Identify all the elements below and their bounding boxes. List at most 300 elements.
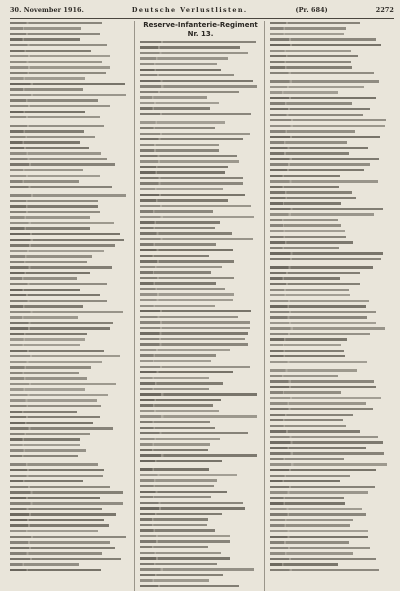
entry-text-placeholder <box>270 44 381 46</box>
entry-text-placeholder <box>270 180 378 182</box>
entry-text-placeholder <box>10 547 115 549</box>
entry-text-placeholder <box>270 241 353 243</box>
entry-text-placeholder <box>10 152 101 154</box>
entry-text-placeholder <box>10 27 81 29</box>
entry-text-placeholder <box>10 344 80 346</box>
entry-text-placeholder <box>270 338 347 340</box>
entry-text-placeholder <box>140 144 219 146</box>
entry-text-placeholder <box>10 311 123 313</box>
column-middle <box>140 21 265 591</box>
entry-text-placeholder <box>10 239 124 241</box>
entry-text-placeholder <box>270 136 380 138</box>
entry-text-placeholder <box>270 61 351 63</box>
list-entry <box>10 568 131 574</box>
entry-text-placeholder <box>140 199 228 201</box>
entry-text-placeholder <box>270 541 349 543</box>
entry-text-placeholder <box>270 369 357 371</box>
entry-text-placeholder <box>270 175 340 177</box>
entry-text-placeholder <box>270 508 362 510</box>
entry-text-placeholder <box>140 513 222 515</box>
entry-text-placeholder <box>270 33 344 35</box>
entry-text-placeholder <box>140 443 210 445</box>
entry-text-placeholder <box>140 404 213 406</box>
entry-text-placeholder <box>140 293 234 295</box>
entry-text-placeholder <box>140 277 234 279</box>
entry-text-placeholder <box>140 232 232 234</box>
entry-text-placeholder <box>10 394 108 396</box>
entry-text-placeholder <box>10 158 107 160</box>
entry-text-placeholder <box>270 305 366 307</box>
entry-text-placeholder <box>140 107 210 109</box>
entry-text-placeholder <box>140 221 220 223</box>
list-entry <box>270 396 391 402</box>
entry-text-placeholder <box>140 255 209 257</box>
entry-text-placeholder <box>140 271 211 273</box>
entry-text-placeholder <box>10 277 77 279</box>
entry-text-placeholder <box>270 469 376 471</box>
entry-text-placeholder <box>10 372 79 374</box>
entry-text-placeholder <box>140 421 210 423</box>
entry-text-placeholder <box>10 22 102 24</box>
entry-text-placeholder <box>270 158 379 160</box>
list-entry <box>270 468 391 474</box>
entry-text-placeholder <box>140 321 250 323</box>
entry-text-placeholder <box>140 524 207 526</box>
entry-text-placeholder <box>10 388 85 390</box>
entry-text-placeholder <box>140 468 209 470</box>
entry-text-placeholder <box>140 579 209 581</box>
entry-text-placeholder <box>140 485 214 487</box>
entry-text-placeholder <box>270 480 340 482</box>
entry-text-placeholder <box>140 568 254 570</box>
entry-text-placeholder <box>270 283 360 285</box>
entry-text-placeholder <box>10 519 104 521</box>
entry-text-placeholder <box>10 88 83 90</box>
entry-text-placeholder <box>10 497 100 499</box>
entry-text-placeholder <box>10 433 90 435</box>
entry-text-placeholder <box>270 169 364 171</box>
entry-text-placeholder <box>270 563 338 565</box>
entry-text-placeholder <box>140 188 223 190</box>
list-entry <box>270 257 391 263</box>
entry-text-placeholder <box>10 438 80 440</box>
entry-text-placeholder <box>270 55 358 57</box>
entry-text-placeholder <box>10 422 93 424</box>
entry-text-placeholder <box>140 563 217 565</box>
entry-text-placeholder <box>140 507 245 509</box>
entry-text-placeholder <box>270 519 353 521</box>
entry-text-placeholder <box>270 375 338 377</box>
entry-text-placeholder <box>140 574 223 576</box>
entry-text-placeholder <box>140 427 215 429</box>
entry-text-placeholder <box>140 80 253 82</box>
entry-text-placeholder <box>10 289 80 291</box>
list-entry <box>10 232 131 238</box>
entry-text-placeholder <box>10 116 100 118</box>
entry-text-placeholder <box>10 513 116 515</box>
list-entry <box>10 557 131 563</box>
entry-text-placeholder <box>10 216 90 218</box>
entry-text-placeholder <box>10 480 83 482</box>
entry-text-placeholder <box>270 497 344 499</box>
entry-text-placeholder <box>140 327 250 329</box>
entry-text-placeholder <box>140 540 230 542</box>
entry-text-placeholder <box>270 558 376 560</box>
entry-text-placeholder <box>140 91 239 93</box>
entry-text-placeholder <box>140 382 223 384</box>
entry-text-placeholder <box>270 355 345 357</box>
entry-text-placeholder <box>140 377 209 379</box>
entry-text-placeholder <box>140 238 253 240</box>
list-entry <box>270 71 391 77</box>
entry-text-placeholder <box>270 80 379 82</box>
entry-text-placeholder <box>140 74 234 76</box>
entry-text-placeholder <box>140 552 221 554</box>
list-entry <box>140 237 261 243</box>
entry-text-placeholder <box>10 300 107 302</box>
column-middle-body <box>140 40 261 590</box>
entry-text-placeholder <box>140 393 257 395</box>
entry-text-placeholder <box>10 322 113 324</box>
entry-text-placeholder <box>270 552 353 554</box>
entry-text-placeholder <box>10 558 121 560</box>
entry-text-placeholder <box>140 63 217 65</box>
entry-text-placeholder <box>270 230 345 232</box>
entry-text-placeholder <box>270 202 341 204</box>
entry-text-placeholder <box>10 200 98 202</box>
list-entry <box>270 568 391 574</box>
entry-text-placeholder <box>140 182 243 184</box>
entry-text-placeholder <box>270 386 376 388</box>
entry-text-placeholder <box>10 508 102 510</box>
entry-text-placeholder <box>140 155 237 157</box>
entry-text-placeholder <box>10 333 87 335</box>
entry-text-placeholder <box>10 411 77 413</box>
entry-text-placeholder <box>10 272 90 274</box>
entry-text-placeholder <box>10 486 110 488</box>
entry-text-placeholder <box>270 486 375 488</box>
list-entry <box>140 584 261 590</box>
entry-text-placeholder <box>270 289 349 291</box>
entry-text-placeholder <box>10 130 84 132</box>
regiment-heading: Reserve-Infanterie-Regiment Nr. 13. <box>143 21 258 38</box>
entry-text-placeholder <box>270 191 352 193</box>
entry-text-placeholder <box>140 166 228 168</box>
entry-text-placeholder <box>10 427 113 429</box>
list-entry <box>10 93 131 99</box>
list-entry <box>140 215 261 221</box>
entry-text-placeholder <box>270 141 347 143</box>
entry-text-placeholder <box>10 524 109 526</box>
entry-text-placeholder <box>270 397 381 399</box>
entry-text-placeholder <box>10 355 120 357</box>
entry-text-placeholder <box>10 475 103 477</box>
entry-text-placeholder <box>10 186 112 188</box>
entry-text-placeholder <box>140 316 238 318</box>
header-date: 30. November 1916. <box>10 6 84 14</box>
entry-text-placeholder <box>270 463 387 465</box>
entry-text-placeholder <box>10 244 115 246</box>
entry-text-placeholder <box>10 72 106 74</box>
entry-text-placeholder <box>270 391 341 393</box>
entry-text-placeholder <box>270 266 373 268</box>
list-entry <box>140 40 261 46</box>
entry-text-placeholder <box>140 205 251 207</box>
entry-text-placeholder <box>140 343 248 345</box>
entry-text-placeholder <box>270 213 374 215</box>
entry-text-placeholder <box>10 541 110 543</box>
entry-text-placeholder <box>140 243 216 245</box>
entry-text-placeholder <box>140 449 208 451</box>
entry-text-placeholder <box>270 294 350 296</box>
entry-text-placeholder <box>10 180 79 182</box>
entry-text-placeholder <box>140 133 250 135</box>
entry-text-placeholder <box>270 502 345 504</box>
entry-text-placeholder <box>10 261 87 263</box>
list-entry <box>270 321 391 327</box>
entry-text-placeholder <box>140 310 251 312</box>
list-entry <box>270 157 391 163</box>
entry-text-placeholder <box>140 371 233 373</box>
entry-text-placeholder <box>270 208 383 210</box>
entry-text-placeholder <box>10 552 102 554</box>
entry-text-placeholder <box>10 305 83 307</box>
list-entry <box>140 309 261 315</box>
entry-text-placeholder <box>10 350 104 352</box>
entry-text-placeholder <box>270 147 368 149</box>
entry-text-placeholder <box>270 524 350 526</box>
entry-text-placeholder <box>270 91 338 93</box>
entry-text-placeholder <box>140 585 239 587</box>
list-entry <box>10 382 131 388</box>
entry-text-placeholder <box>10 105 110 107</box>
list-entry <box>10 221 131 227</box>
list-entry <box>10 82 131 88</box>
entry-text-placeholder <box>270 22 360 24</box>
entry-text-placeholder <box>140 410 219 412</box>
entry-text-placeholder <box>10 416 100 418</box>
text-columns <box>10 21 394 591</box>
entry-text-placeholder <box>10 111 85 113</box>
list-entry <box>270 207 391 213</box>
entry-text-placeholder <box>10 338 85 340</box>
entry-text-placeholder <box>10 255 92 257</box>
entry-text-placeholder <box>140 535 230 537</box>
entry-text-placeholder <box>140 210 213 212</box>
list-entry <box>140 431 261 437</box>
entry-text-placeholder <box>270 38 376 40</box>
entry-text-placeholder <box>10 44 107 46</box>
entry-text-placeholder <box>10 94 126 96</box>
entry-text-placeholder <box>270 430 360 432</box>
entry-text-placeholder <box>270 425 346 427</box>
entry-text-placeholder <box>10 316 78 318</box>
entry-text-placeholder <box>140 557 230 559</box>
entry-text-placeholder <box>270 452 384 454</box>
entry-text-placeholder <box>10 136 95 138</box>
entry-text-placeholder <box>140 349 230 351</box>
entry-text-placeholder <box>140 366 250 368</box>
entry-text-placeholder <box>140 160 239 162</box>
entry-text-placeholder <box>140 491 227 493</box>
header-page-number: 2272 <box>375 6 394 14</box>
entry-text-placeholder <box>270 569 379 571</box>
entry-text-placeholder <box>10 444 80 446</box>
entry-text-placeholder <box>140 52 248 54</box>
entry-text-placeholder <box>140 149 219 151</box>
entry-text-placeholder <box>270 108 370 110</box>
entry-text-placeholder <box>10 283 107 285</box>
entry-text-placeholder <box>10 449 86 451</box>
entry-text-placeholder <box>270 333 370 335</box>
entry-text-placeholder <box>270 102 352 104</box>
entry-text-placeholder <box>140 138 243 140</box>
entry-text-placeholder <box>270 458 344 460</box>
entry-text-placeholder <box>140 338 245 340</box>
entry-text-placeholder <box>10 227 90 229</box>
entry-text-placeholder <box>140 479 217 481</box>
entry-text-placeholder <box>140 546 208 548</box>
entry-text-placeholder <box>270 72 374 74</box>
entry-text-placeholder <box>10 530 98 532</box>
entry-text-placeholder <box>270 277 340 279</box>
entry-text-placeholder <box>270 436 378 438</box>
entry-text-placeholder <box>10 147 89 149</box>
entry-text-placeholder <box>10 455 78 457</box>
entry-text-placeholder <box>270 380 374 382</box>
entry-text-placeholder <box>140 121 225 123</box>
list-entry <box>140 112 261 118</box>
entry-text-placeholder <box>270 322 376 324</box>
entry-text-placeholder <box>270 536 368 538</box>
entry-text-placeholder <box>10 377 87 379</box>
list-entry <box>270 96 391 102</box>
entry-text-placeholder <box>10 399 97 401</box>
entry-text-placeholder <box>10 266 112 268</box>
entry-text-placeholder <box>10 361 102 363</box>
entry-text-placeholder <box>10 99 98 101</box>
entry-text-placeholder <box>10 61 102 63</box>
entry-text-placeholder <box>140 113 251 115</box>
entry-text-placeholder <box>140 299 233 301</box>
entry-text-placeholder <box>270 125 385 127</box>
header-edition: (Pr. 684) <box>295 6 328 14</box>
list-entry <box>10 354 131 360</box>
entry-text-placeholder <box>270 114 363 116</box>
entry-text-placeholder <box>270 414 353 416</box>
entry-text-placeholder <box>140 354 216 356</box>
entry-text-placeholder <box>10 211 100 213</box>
entry-text-placeholder <box>270 491 368 493</box>
entry-text-placeholder <box>10 169 83 171</box>
entry-text-placeholder <box>270 316 367 318</box>
entry-text-placeholder <box>270 344 341 346</box>
entry-text-placeholder <box>270 86 364 88</box>
page-header <box>10 6 394 19</box>
entry-text-placeholder <box>140 96 207 98</box>
entry-text-placeholder <box>270 441 383 443</box>
list-entry <box>270 43 391 49</box>
entry-text-placeholder <box>140 249 233 251</box>
entry-text-placeholder <box>10 563 79 565</box>
entry-text-placeholder <box>270 547 370 549</box>
entry-text-placeholder <box>10 125 104 127</box>
entry-text-placeholder <box>270 530 368 532</box>
entry-text-placeholder <box>140 57 228 59</box>
entry-text-placeholder <box>10 383 116 385</box>
entry-text-placeholder <box>10 469 104 471</box>
entry-text-placeholder <box>270 224 341 226</box>
entry-text-placeholder <box>10 327 110 329</box>
column-left <box>10 21 135 591</box>
entry-text-placeholder <box>140 216 254 218</box>
entry-text-placeholder <box>140 102 219 104</box>
entry-text-placeholder <box>140 454 257 456</box>
entry-text-placeholder <box>140 69 221 71</box>
entry-text-placeholder <box>270 300 369 302</box>
entry-text-placeholder <box>270 152 349 154</box>
entry-text-placeholder <box>270 236 346 238</box>
entry-text-placeholder <box>270 130 355 132</box>
entry-text-placeholder <box>10 38 80 40</box>
list-entry <box>270 557 391 563</box>
entry-text-placeholder <box>140 332 248 334</box>
entry-text-placeholder <box>10 163 115 165</box>
entry-text-placeholder <box>10 194 126 196</box>
entry-text-placeholder <box>140 266 222 268</box>
entry-text-placeholder <box>10 50 91 52</box>
list-entry <box>140 51 261 57</box>
entry-text-placeholder <box>10 175 100 177</box>
entry-text-placeholder <box>10 205 98 207</box>
entry-text-placeholder <box>270 197 356 199</box>
entry-text-placeholder <box>140 438 220 440</box>
entry-text-placeholder <box>10 491 123 493</box>
entry-text-placeholder <box>270 186 339 188</box>
entry-text-placeholder <box>10 33 100 35</box>
entry-text-placeholder <box>270 408 373 410</box>
entry-text-placeholder <box>140 360 211 362</box>
entry-text-placeholder <box>270 50 351 52</box>
entry-text-placeholder <box>10 502 123 504</box>
entry-text-placeholder <box>140 474 237 476</box>
entry-text-placeholder <box>140 518 208 520</box>
entry-text-placeholder <box>140 415 257 417</box>
entry-text-placeholder <box>140 288 225 290</box>
entry-text-placeholder <box>140 260 234 262</box>
header-title: Deutsche Verlustlisten. <box>131 6 248 14</box>
entry-text-placeholder <box>10 66 110 68</box>
entry-text-placeholder <box>10 536 126 538</box>
entry-text-placeholder <box>270 219 338 221</box>
entry-text-placeholder <box>10 250 104 252</box>
entry-text-placeholder <box>140 529 215 531</box>
entry-text-placeholder <box>270 327 385 329</box>
entry-text-placeholder <box>140 227 215 229</box>
entry-text-placeholder <box>270 350 344 352</box>
entry-text-placeholder <box>10 141 80 143</box>
entry-text-placeholder <box>140 496 211 498</box>
entry-text-placeholder <box>270 402 366 404</box>
list-entry <box>270 385 391 391</box>
entry-text-placeholder <box>270 27 346 29</box>
entry-text-placeholder <box>10 405 101 407</box>
entry-text-placeholder <box>270 447 366 449</box>
entry-text-placeholder <box>140 282 216 284</box>
entry-text-placeholder <box>10 77 85 79</box>
entry-text-placeholder <box>270 513 366 515</box>
entry-text-placeholder <box>270 163 370 165</box>
